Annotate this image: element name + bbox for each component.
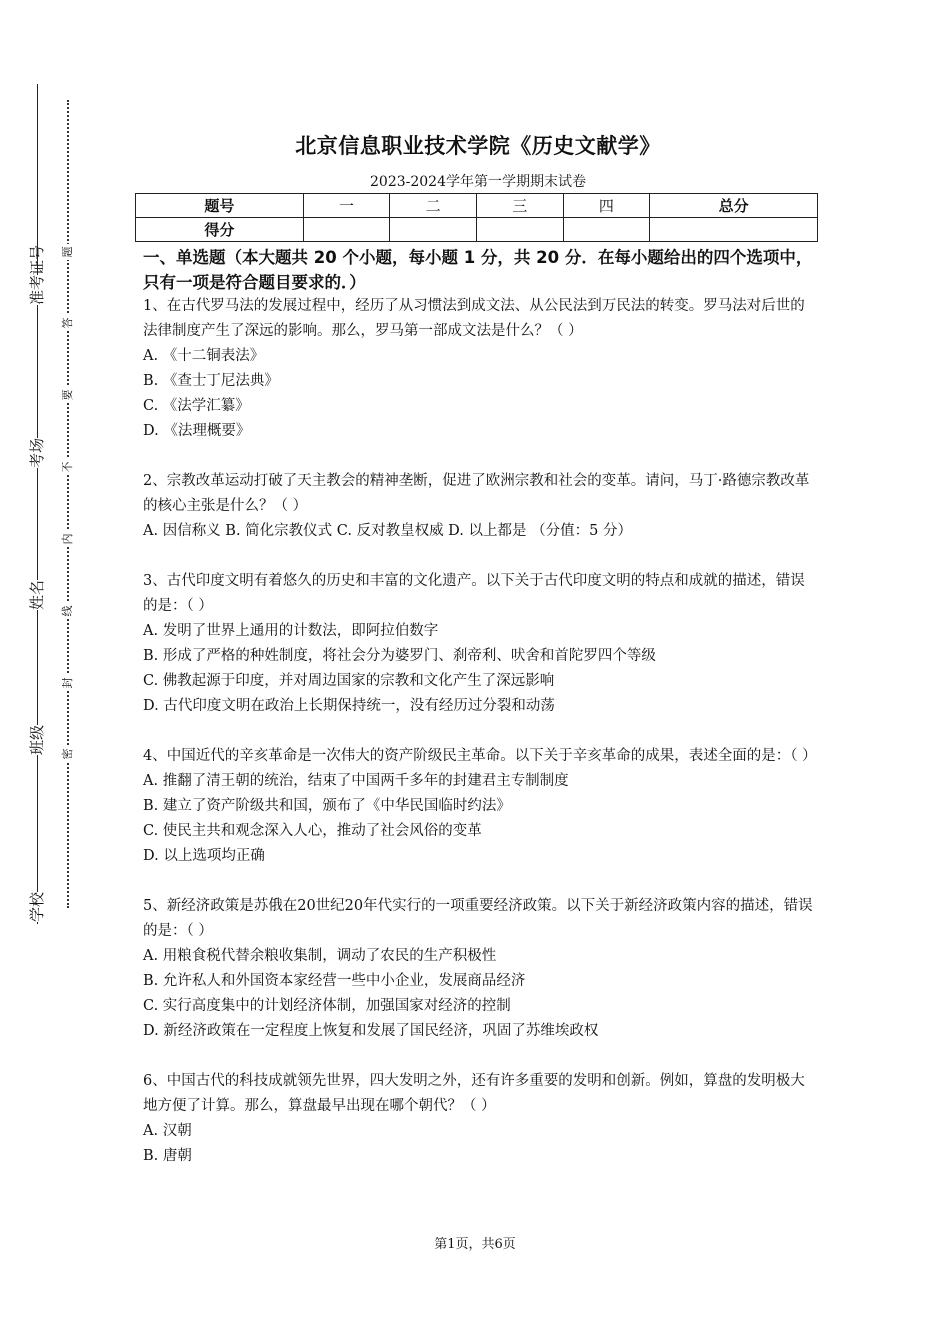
question-option: D. 以上选项均正确 [143, 848, 265, 864]
question-stem: 4、中国近代的辛亥革命是一次伟大的资产阶级民主革命。以下关于辛亥革命的成果，表述全面的是：（ ） [143, 748, 817, 764]
question-option: B. 《查士丁尼法典》 [143, 373, 279, 389]
question-5 [143, 894, 813, 1044]
question-option: A. 《十二铜表法》 [143, 348, 265, 364]
question-option: A. 汉朝 [143, 1123, 192, 1139]
question-stem: 6、中国古代的科技成就领先世界，四大发明之外，还有许多重要的发明和创新。例如，算盘的发明极大地方便了计算。那么，算盘最早出现在哪个朝代？（ ） [143, 1073, 805, 1114]
seal-char: 密 [60, 746, 76, 762]
score-table-header-row [136, 194, 818, 218]
question-option: B. 允许私人和外国资本家经营一些中小企业，发展商品经济 [143, 973, 526, 989]
score-col-3: 三 [476, 194, 563, 218]
score-table [135, 193, 818, 242]
question-list [143, 294, 817, 1194]
seal-char: 内 [60, 531, 76, 547]
question-option: D. 古代印度文明在政治上长期保持统一，没有经历过分裂和动荡 [143, 698, 555, 714]
score-col-1: 一 [303, 194, 390, 218]
score-cell [390, 218, 477, 242]
score-col-label: 题号 [136, 194, 304, 218]
score-cell [650, 218, 818, 242]
score-col-total: 总分 [650, 194, 818, 218]
score-col-2: 二 [390, 194, 477, 218]
binding-label-name: 姓名 [22, 580, 52, 610]
question-option: A. 发明了世界上通用的计数法，即阿拉伯数字 [143, 623, 439, 639]
seal-char: 不 [60, 459, 76, 475]
question-4 [143, 744, 817, 869]
question-option: B. 建立了资产阶级共和国，颁布了《中华民国临时约法》 [143, 798, 511, 814]
question-1 [143, 294, 813, 444]
question-option: A. 因信称义 B. 简化宗教仪式 C. 反对教皇权威 D. 以上都是 （分值：5 分） [143, 523, 632, 539]
binding-label-school: 学校 [22, 892, 52, 922]
seal-char: 要 [60, 387, 76, 403]
seal-char: 题 [60, 244, 76, 260]
score-row-label: 得分 [136, 218, 304, 242]
score-cell [303, 218, 390, 242]
question-option: A. 用粮食税代替余粮收集制，调动了农民的生产积极性 [143, 948, 497, 964]
question-3 [143, 569, 813, 719]
question-option: D. 新经济政策在一定程度上恢复和发展了国民经济，巩固了苏维埃政权 [143, 1023, 599, 1039]
question-stem: 2、宗教改革运动打破了天主教会的精神垄断，促进了欧洲宗教和社会的变革。请问，马丁·路德宗教改革的核心主张是什么？（ ） [143, 473, 810, 514]
page-number: 第1页，共6页 [434, 1237, 516, 1252]
seal-char: 线 [60, 603, 76, 619]
seal-dotted-line [67, 100, 69, 908]
exam-subtitle: 2023-2024学年第一学期期末试卷 [370, 174, 586, 190]
section-heading: 一、单选题（本大题共 20 个小题，每小题 1 分，共 20 分．在每小题给出的四个选项中，只有一项是符合题目要求的．） [143, 248, 813, 292]
score-table-score-row [136, 218, 818, 242]
exam-title: 北京信息职业技术学院《历史文献学》 [295, 134, 661, 158]
question-option: B. 形成了严格的种姓制度，将社会分为婆罗门、刹帝利、吠舍和首陀罗四个等级 [143, 648, 656, 664]
binding-label-exam-id: 准考证号 [22, 275, 52, 305]
question-option: D. 《法理概要》 [143, 423, 251, 439]
binding-label-class: 班级 [22, 725, 52, 755]
question-stem: 3、古代印度文明有着悠久的历史和丰富的文化遗产。以下关于古代印度文明的特点和成就的描述，错误的是：（ ） [143, 573, 805, 614]
seal-char: 答 [60, 315, 76, 331]
binding-label-exam-room: 考场 [22, 438, 52, 468]
seal-char: 封 [60, 675, 76, 691]
question-stem: 1、在古代罗马法的发展过程中，经历了从习惯法到成文法、从公民法到万民法的转变。罗马法对后世的法律制度产生了深远的影响。那么，罗马第一部成文法是什么？（ ） [143, 298, 805, 339]
question-option: A. 推翻了清王朝的统治，结束了中国两千多年的封建君主专制制度 [143, 773, 569, 789]
question-6 [143, 1069, 813, 1169]
question-stem: 5、新经济政策是苏俄在20世纪20年代实行的一项重要经济政策。以下关于新经济政策内容的描述，错误的是：（ ） [143, 898, 813, 939]
binding-line [37, 84, 38, 924]
question-option: C. 使民主共和观念深入人心，推动了社会风俗的变革 [143, 823, 482, 839]
score-col-4: 四 [563, 194, 650, 218]
score-cell [563, 218, 650, 242]
question-option: B. 唐朝 [143, 1148, 192, 1164]
question-option: C. 实行高度集中的计划经济体制，加强国家对经济的控制 [143, 998, 511, 1014]
score-cell [476, 218, 563, 242]
question-2 [143, 469, 813, 544]
question-option: C. 《法学汇纂》 [143, 398, 250, 414]
question-option: C. 佛教起源于印度，并对周边国家的宗教和文化产生了深远影响 [143, 673, 555, 689]
